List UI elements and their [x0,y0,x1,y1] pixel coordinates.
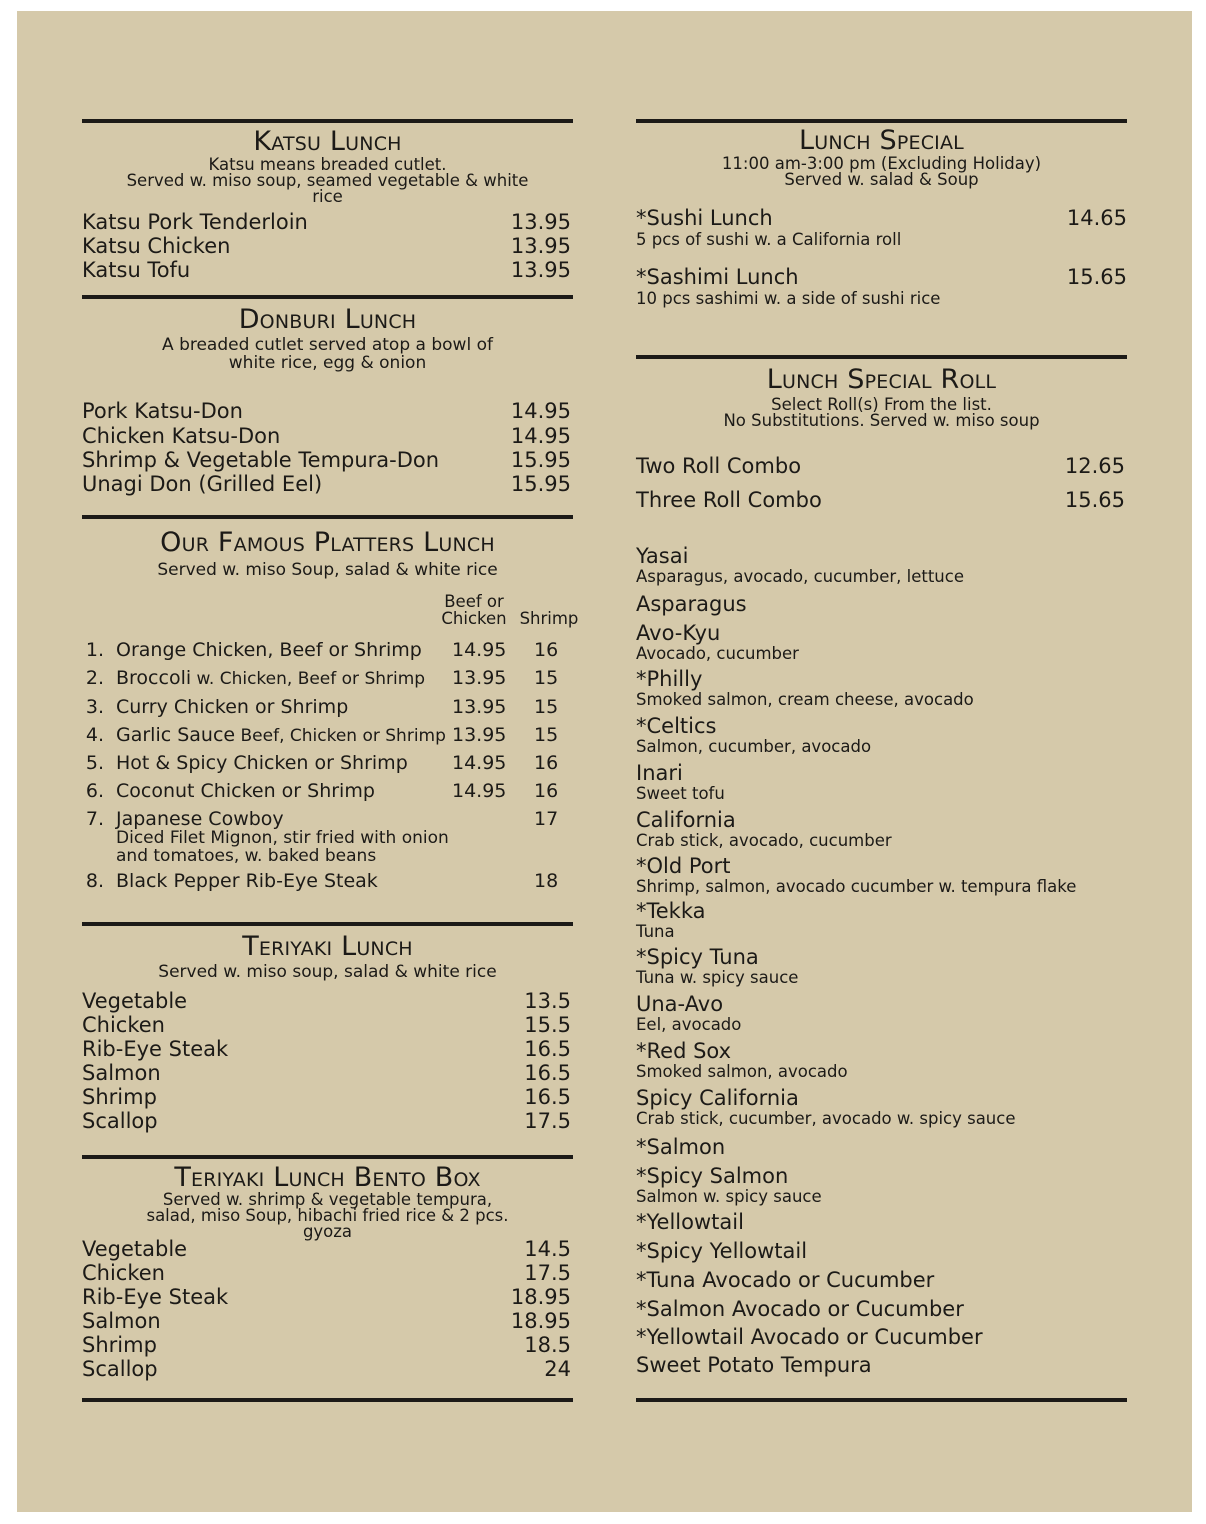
roll-name: *Spicy Salmon [636,1164,789,1188]
platter-name [116,723,446,748]
roll-item [636,1086,1127,1128]
roll-item [636,667,1127,709]
item-name: Scallop [82,1357,158,1381]
lunch-special-subtitle-1: 11:00 am-3:00 pm (Excluding Holiday) [721,154,1042,173]
menu-item [82,234,573,258]
platter-row [82,666,602,690]
section-divider [82,1155,573,1159]
platter-num: 8. [85,870,104,892]
roll-item [636,714,1127,756]
roll-desc: Avocado, cucumber [636,644,799,663]
col-header-shrimp: Shrimp [519,609,579,628]
lunch-special-title: Lunch Special [799,125,964,156]
menu-item [82,1309,573,1333]
platters-title: Our Famous Platters Lunch [160,527,495,558]
katsu-title: Katsu Lunch [253,126,402,157]
item-name: Salmon [82,1061,161,1085]
item-price: 18.95 [510,1285,571,1309]
roll-item [636,1039,1127,1081]
roll-item [636,1297,1127,1321]
item-name: Salmon [82,1309,161,1333]
item-name: Shrimp [82,1085,157,1109]
teriyaki-subtitle: Served w. miso soup, salad & white rice [158,962,497,982]
item-price: 13.95 [510,258,571,282]
menu-item [82,1085,573,1109]
item-price: 16.5 [524,1085,571,1109]
item-name: *Sushi Lunch [636,206,773,230]
item-price: 15.65 [1066,265,1127,289]
item-price: 15.65 [1064,488,1125,512]
item-price: 15.5 [524,1013,571,1037]
cowboy-desc-2: and tomatoes, w. baked beans [116,846,377,866]
platter-row [82,638,602,662]
roll-desc: Crab stick, avocado, cucumber [636,831,892,850]
price-shrimp: 15 [534,667,559,689]
menu-page [17,11,1192,1512]
platter-name-main: Broccoli [116,667,192,689]
menu-item [82,1061,573,1085]
roll-desc: Salmon w. spicy sauce [636,1187,822,1206]
item-name: Katsu Tofu [82,258,191,282]
roll-name: *Salmon [636,1135,726,1159]
item-desc: 5 pcs of sushi w. a California roll [636,230,902,249]
section-divider [82,922,573,926]
platter-name [116,666,425,691]
donburi-subtitle-2: white rice, egg & onion [228,353,427,373]
menu-item [82,1037,573,1061]
roll-item [636,1210,1127,1234]
menu-item [82,1261,573,1285]
item-price: 13.5 [524,989,571,1013]
menu-item [82,1109,573,1133]
platter-name-main: Orange Chicken, Beef or Shrimp [116,639,422,661]
item-name: Rib-Eye Steak [82,1037,229,1061]
platter-name [116,638,422,663]
section-divider [636,355,1127,359]
price-beef-chicken: 13.95 [452,696,507,718]
roll-name: *Red Sox [636,1039,732,1063]
item-name: Two Roll Combo [636,454,802,478]
bento-subtitle-1: Served w. shrimp & vegetable tempura, [162,1190,493,1209]
platter-name [116,779,375,804]
menu-item [82,472,573,496]
roll-name: *Salmon Avocado or Cucumber [636,1297,964,1321]
roll-desc: Crab stick, cucumber, avocado w. spicy sauce [636,1109,1016,1128]
item-name: Vegetable [82,989,188,1013]
donburi-title: Donburi Lunch [238,304,417,335]
price-shrimp: 17 [534,808,559,830]
donburi-subtitle-1: A breaded cutlet served atop a bowl of [162,335,493,355]
platter-name-main: Coconut Chicken or Shrimp [116,780,375,802]
item-price: 17.5 [524,1109,571,1133]
roll-item [636,899,1127,941]
platter-num: 7. [85,808,104,830]
item-price: 15.95 [510,448,571,472]
platter-row [82,869,602,893]
platter-name-main: Black Pepper Rib-Eye Steak [116,870,378,892]
item-name: Katsu Pork Tenderloin [82,210,308,234]
menu-item [82,1357,573,1381]
special-roll-title: Lunch Special Roll [766,364,997,395]
price-beef-chicken: 13.95 [452,724,507,746]
platter-num: 4. [85,724,104,746]
menu-item [82,1013,573,1037]
menu-item [82,1237,573,1261]
platter-row [82,695,602,719]
menu-item [82,448,573,472]
item-name: Pork Katsu-Don [82,399,243,423]
col-header-line: Chicken [441,609,507,628]
roll-item [636,621,1127,663]
menu-item [82,1285,573,1309]
roll-name: Sweet Potato Tempura [636,1353,872,1377]
item-name: Katsu Chicken [82,234,231,258]
platter-name [116,695,348,720]
section-divider [82,515,573,519]
roll-item [636,808,1127,850]
roll-name: *Yellowtail [636,1210,744,1234]
price-beef-chicken: 14.95 [452,752,507,774]
special-roll-subtitle-1: Select Roll(s) From the list. [771,395,992,414]
roll-name: *Tuna Avocado or Cucumber [636,1268,935,1292]
roll-name: Spicy California [636,1086,799,1110]
roll-item [636,945,1127,987]
roll-desc: Smoked salmon, avocado [636,1062,848,1081]
item-name: Vegetable [82,1237,188,1261]
item-price: 13.95 [510,234,571,258]
roll-item [636,1164,1127,1206]
section-divider [636,1398,1127,1402]
roll-desc: Tuna w. spicy sauce [636,968,799,987]
bento-subtitle-3: gyoza [302,1222,353,1241]
platters-subtitle: Served w. miso Soup, salad & white rice [157,560,498,580]
item-price: 13.95 [510,210,571,234]
platter-name-main: Garlic Sauce [116,724,236,746]
menu-item [636,265,1127,309]
roll-name: *Spicy Yellowtail [636,1239,808,1263]
menu-item [82,1333,573,1357]
roll-item [636,1268,1127,1292]
section-divider [82,1398,573,1402]
platter-row [82,779,602,803]
roll-name: Yasai [636,544,689,568]
item-name: Shrimp & Vegetable Tempura-Don [82,448,440,472]
roll-name: *Tekka [636,899,706,923]
platter-num: 1. [85,639,104,661]
roll-name: *Celtics [636,714,717,738]
platter-row [82,751,602,775]
roll-desc: Eel, avocado [636,1015,742,1034]
roll-desc: Salmon, cucumber, avocado [636,737,872,756]
price-beef-chicken: 14.95 [452,639,507,661]
price-beef-chicken: 13.95 [452,667,507,689]
roll-item [636,1135,1127,1159]
lunch-special-subtitle-2: Served w. salad & Soup [784,170,979,189]
special-roll-subtitle-2: No Substitutions. Served w. miso soup [723,411,1040,430]
platter-name-detail: w. Chicken, Beef or Shrimp [191,669,426,689]
roll-name: California [636,808,736,832]
item-name: Chicken [82,1261,165,1285]
katsu-subtitle-2: Served w. miso soup, seamed vegetable & white [126,171,529,190]
item-name: Unagi Don (Grilled Eel) [82,472,323,496]
menu-item [82,424,573,448]
section-divider [82,295,573,299]
item-price: 24 [544,1357,571,1381]
roll-item [636,1325,1127,1349]
roll-name: *Spicy Tuna [636,945,759,969]
roll-desc: Tuna [636,922,675,941]
roll-desc: Shrimp, salmon, avocado cucumber w. tempura flake [636,877,1077,896]
item-price: 17.5 [524,1261,571,1285]
platter-name [116,869,378,894]
roll-item [636,854,1127,896]
section-divider [82,119,573,123]
item-name: Scallop [82,1109,158,1133]
roll-desc: Smoked salmon, cream cheese, avocado [636,690,974,709]
katsu-subtitle-3: rice [312,187,343,206]
item-name: Rib-Eye Steak [82,1285,229,1309]
platter-row [82,723,602,747]
roll-item [636,1239,1127,1263]
item-price: 18.5 [524,1333,571,1357]
roll-desc: Sweet tofu [636,784,725,803]
item-price: 15.95 [510,472,571,496]
roll-name: *Philly [636,667,703,691]
roll-name: Asparagus [636,592,747,616]
price-shrimp: 16 [534,780,559,802]
roll-name: Avo-Kyu [636,621,721,645]
menu-item [636,206,1127,250]
roll-item [636,992,1127,1034]
menu-item [82,399,573,423]
roll-name: Una-Avo [636,992,724,1016]
price-shrimp: 15 [534,696,559,718]
roll-name: *Yellowtail Avocado or Cucumber [636,1325,983,1349]
cowboy-desc-1: Diced Filet Mignon, stir fried with onion [116,828,449,848]
platter-num: 5. [85,752,104,774]
item-name: Shrimp [82,1333,157,1357]
platter-name-main: Hot & Spicy Chicken or Shrimp [116,752,408,774]
item-price: 14.65 [1066,206,1127,230]
roll-item [636,1353,1127,1377]
col-header-beef-chicken [434,593,514,627]
item-price: 16.5 [524,1037,571,1061]
menu-item [82,210,573,234]
section-divider [636,119,1127,123]
katsu-subtitle-1: Katsu means breaded cutlet. [208,155,447,174]
combo-item [636,454,1127,478]
teriyaki-title: Teriyaki Lunch [242,931,413,962]
platter-name-detail: Beef, Chicken or Shrimp [235,726,446,746]
price-shrimp: 15 [534,724,559,746]
bento-title: Teriyaki Lunch Bento Box [174,1162,481,1193]
roll-item [636,592,1127,616]
item-name: Chicken Katsu-Don [82,424,281,448]
item-name: Three Roll Combo [636,488,822,512]
platter-num: 2. [85,667,104,689]
roll-name: *Old Port [636,854,731,878]
platter-num: 3. [85,696,104,718]
platter-name [116,751,408,776]
item-price: 14.5 [524,1237,571,1261]
item-name: *Sashimi Lunch [636,265,799,289]
item-price: 12.65 [1064,454,1125,478]
bento-subtitle-2: salad, miso Soup, hibachi fried rice & 2 pcs. [146,1206,509,1225]
combo-item [636,488,1127,512]
item-name: Chicken [82,1013,165,1037]
col-header-line: Beef or [444,592,504,611]
item-price: 18.95 [510,1309,571,1333]
roll-name: Inari [636,761,683,785]
menu-item [82,258,573,282]
price-shrimp: 18 [534,870,559,892]
item-price: 16.5 [524,1061,571,1085]
item-price: 14.95 [510,424,571,448]
roll-item [636,544,1127,586]
price-shrimp: 16 [534,752,559,774]
platter-name-main: Curry Chicken or Shrimp [116,696,349,718]
price-beef-chicken: 14.95 [452,780,507,802]
platter-num: 6. [85,780,104,802]
platter-name-main: Japanese Cowboy [116,808,284,830]
roll-item [636,761,1127,803]
item-price: 14.95 [510,399,571,423]
roll-desc: Asparagus, avocado, cucumber, lettuce [636,567,964,586]
menu-item [82,989,573,1013]
item-desc: 10 pcs sashimi w. a side of sushi rice [636,289,941,308]
price-shrimp: 16 [534,639,559,661]
